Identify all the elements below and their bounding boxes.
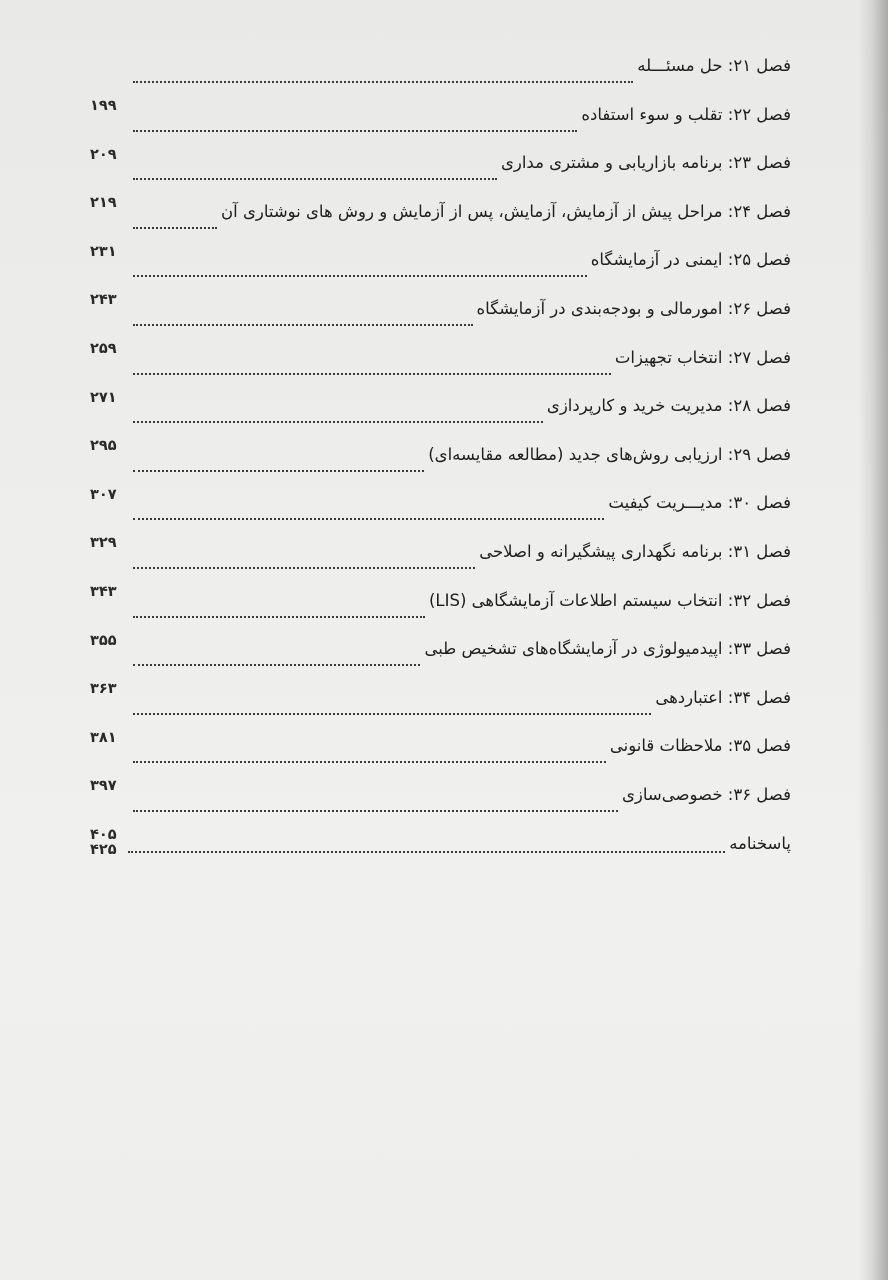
page-number: ۳۴۳ (90, 583, 117, 600)
dot-leader (133, 324, 473, 326)
dot-leader (133, 664, 420, 666)
chapter-title: فصل ۲۳: برنامه بازاریابی و مشتری مداری (500, 153, 791, 173)
page-number: ۳۲۹ (90, 535, 117, 552)
dot-leader (133, 130, 577, 132)
dot-leader (133, 518, 604, 520)
dot-leader (133, 178, 497, 180)
dot-leader (133, 567, 475, 569)
dot-leader (133, 713, 651, 715)
page-number: ۲۴۳ (90, 292, 117, 309)
chapter-title: فصل ۲۶: امورمالی و بودجه‌بندی در آزمایشگاه (476, 298, 791, 318)
chapter-title: پاسخنامه (729, 833, 791, 853)
page-number: ۱۹۹ (90, 98, 117, 114)
page-number: ۳۶۳ (90, 681, 117, 698)
dot-leader (133, 373, 611, 375)
dot-leader (133, 81, 633, 83)
page-number: ۳۸۱ (90, 729, 117, 746)
page-number: ۳۹۷ (90, 778, 117, 795)
chapter-title: فصل ۲۲: تقلب و سوء استفاده (581, 104, 791, 124)
chapter-title: فصل ۳۰: مدیـــریت کیفیت (608, 493, 791, 513)
dot-leader (133, 810, 618, 812)
dot-leader (133, 275, 587, 277)
chapter-title: فصل ۲۹: ارزیابی روش‌های جدید (مطالعه مقایسه‌ای) (428, 444, 791, 464)
page-number: ۳۵۵ (90, 632, 117, 649)
chapter-title: فصل ۳۳: اپیدمیولوژی در آزمایشگاه‌های تشخیص طبی (424, 639, 791, 659)
page-number: ۲۳۱ (90, 243, 117, 260)
chapter-title: فصل ۲۱: حل مسئـــله (637, 56, 791, 75)
dot-leader (133, 227, 217, 229)
dot-leader (133, 470, 424, 472)
dot-leader (133, 761, 606, 763)
page-number: ۲۰۹ (90, 146, 117, 163)
page-number: ۲۷۱ (90, 389, 117, 406)
chapter-title: فصل ۲۴: مراحل پیش از آزمایش، آزمایش، پس از آزمایش و روش های نوشتاری آن (221, 201, 791, 221)
page-number: ۴۰۵ (90, 826, 117, 843)
chapter-title: فصل ۲۷: انتخاب تجهیزات (614, 347, 791, 367)
dot-leader (133, 421, 543, 423)
dot-leader (133, 616, 425, 618)
page-number: ۲۱۹ (90, 195, 117, 212)
chapter-title: فصل ۳۶: خصوصی‌سازی (621, 784, 791, 804)
dot-leader (128, 851, 725, 853)
chapter-title: فصل ۳۵: ملاحظات قانونی (609, 736, 791, 756)
page-number: ۲۹۵ (90, 438, 117, 455)
chapter-title: فصل ۳۱: برنامه نگهداری پیشگیرانه و اصلاحی (479, 541, 791, 561)
chapter-title: فصل ۲۸: مدیریت خرید و کارپردازی (546, 396, 791, 416)
chapter-title: فصل ۳۴: اعتباردهی (655, 687, 791, 707)
page-number: ۳۰۷ (90, 486, 117, 503)
toc-entry (0, 828, 888, 877)
page-number: ۲۵۹ (90, 340, 117, 357)
chapter-title: فصل ۲۵: ایمنی در آزمایشگاه (590, 250, 791, 270)
page-number: ۴۲۵ (90, 841, 117, 858)
table-of-contents (0, 50, 888, 876)
chapter-title: فصل ۳۲: انتخاب سیستم اطلاعات آزمایشگاهی (LIS) (428, 590, 791, 610)
